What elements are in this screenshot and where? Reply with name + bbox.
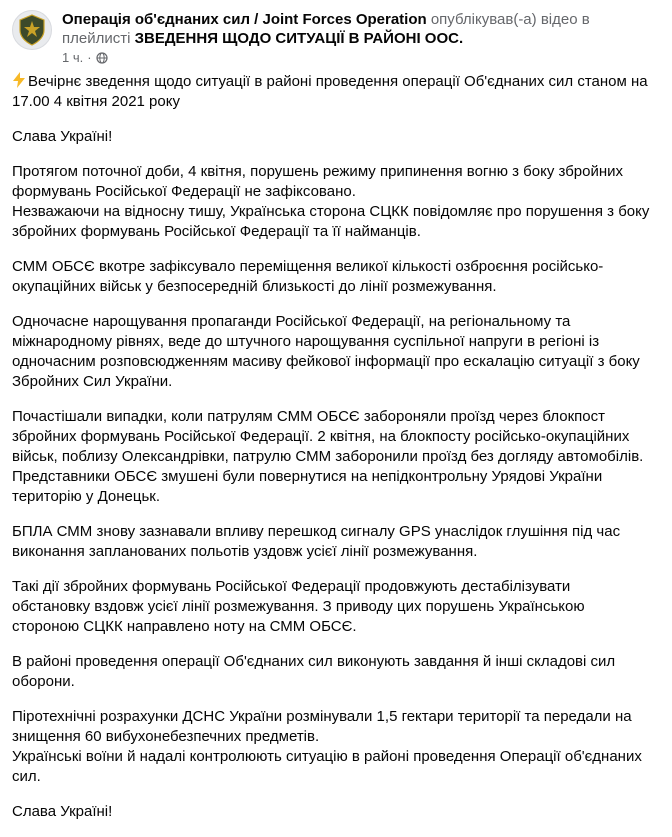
author-name-link[interactable]: Операція об'єднаних сил / Joint Forces Operation bbox=[62, 11, 427, 28]
paragraph-ceasefire: Протягом поточної доби, 4 квітня, порушень режиму припинення вогню з боку збройних формувань Російської Федерації не зафіксовано. bbox=[12, 163, 624, 200]
intro-text: Вечірнє зведення щодо ситуації в районі проведення операції Об'єднаних сил станом на 17.00 4 квітня 2021 року bbox=[12, 73, 648, 110]
page-avatar[interactable] bbox=[12, 10, 52, 50]
military-emblem-icon bbox=[15, 13, 49, 47]
post-header bbox=[12, 10, 662, 70]
post-meta bbox=[62, 50, 108, 65]
paragraph-checkpoint: Почастішали випадки, коли патрулям СММ ОБСЄ забороняли проїзд через блокпост збройних формувань Російської Федерації. 2 квітня, на блокпосту російсько-окупаційних військ, поблизу Олександрівки, патрулю СММ заборонили проїзд без догляду автомобілів. Представники ОБСЄ змушені були повернутися на непідконтрольну Урядові України територію у Донецьк. bbox=[12, 408, 644, 505]
post-body bbox=[12, 72, 652, 837]
paragraph-osce-weapons: СММ ОБСЄ вкотре зафіксувало переміщення великої кількості озброєння російсько-окупаційних військ у безпосередній близькості до лінії розмежування. bbox=[12, 258, 604, 295]
intro-paragraph bbox=[12, 72, 652, 112]
post-action-text: опублікував(-а) відео в плейлисті bbox=[62, 11, 590, 47]
paragraph-demining: Піротехнічні розрахунки ДСНС України розмінували 1,5 гектари території та передали на знищення 60 вибухонебезпечних предметів. bbox=[12, 708, 632, 745]
playlist-link[interactable]: ЗВЕДЕННЯ ЩОДО СИТУАЦІЇ В РАЙОНІ ООС. bbox=[134, 30, 464, 47]
paragraph-defense-forces: В районі проведення операції Об'єднаних сил виконують завдання й інші складові сил оборони. bbox=[12, 653, 616, 690]
post-headline bbox=[62, 10, 662, 48]
globe-icon bbox=[96, 52, 108, 64]
closing: Слава Україні! bbox=[12, 803, 113, 820]
greeting: Слава Україні! bbox=[12, 128, 113, 145]
post-timestamp[interactable]: 1 ч. bbox=[62, 50, 84, 65]
lightning-icon bbox=[12, 72, 26, 88]
paragraph-destabilization: Такі дії збройних формувань Російської Федерації продовжують дестабілізувати обстановку вздовж усієї лінії розмежування. З приводу цих порушень Українською стороною СЦКК направлено ноту на СММ ОБСЄ. bbox=[12, 578, 585, 635]
paragraph-jccc: Незважаючи на відносну тишу, Українська сторона СЦКК повідомляє про порушення з боку збройних формувань Російської Федерації та її найманців. bbox=[12, 203, 650, 240]
paragraph-uav-gps: БПЛА СММ знову зазнавали впливу перешкод сигналу GPS унаслідок глушіння під час виконання запланованих польотів уздовж усієї лінії розмежування. bbox=[12, 523, 621, 560]
meta-separator: · bbox=[87, 50, 92, 65]
paragraph-propaganda: Одночасне нарощування пропаганди Російської Федерації, на регіональному та міжнародному рівнях, веде до штучного нарощування суспільної напруги в регіоні із одночасним розповсюдженням масиву фейкової інформації про ескалацію ситуації з боку Збройних Сил України. bbox=[12, 313, 640, 390]
paragraph-control: Українські воїни й надалі контролюють ситуацію в районі проведення Операції об'єднаних сил. bbox=[12, 748, 642, 785]
